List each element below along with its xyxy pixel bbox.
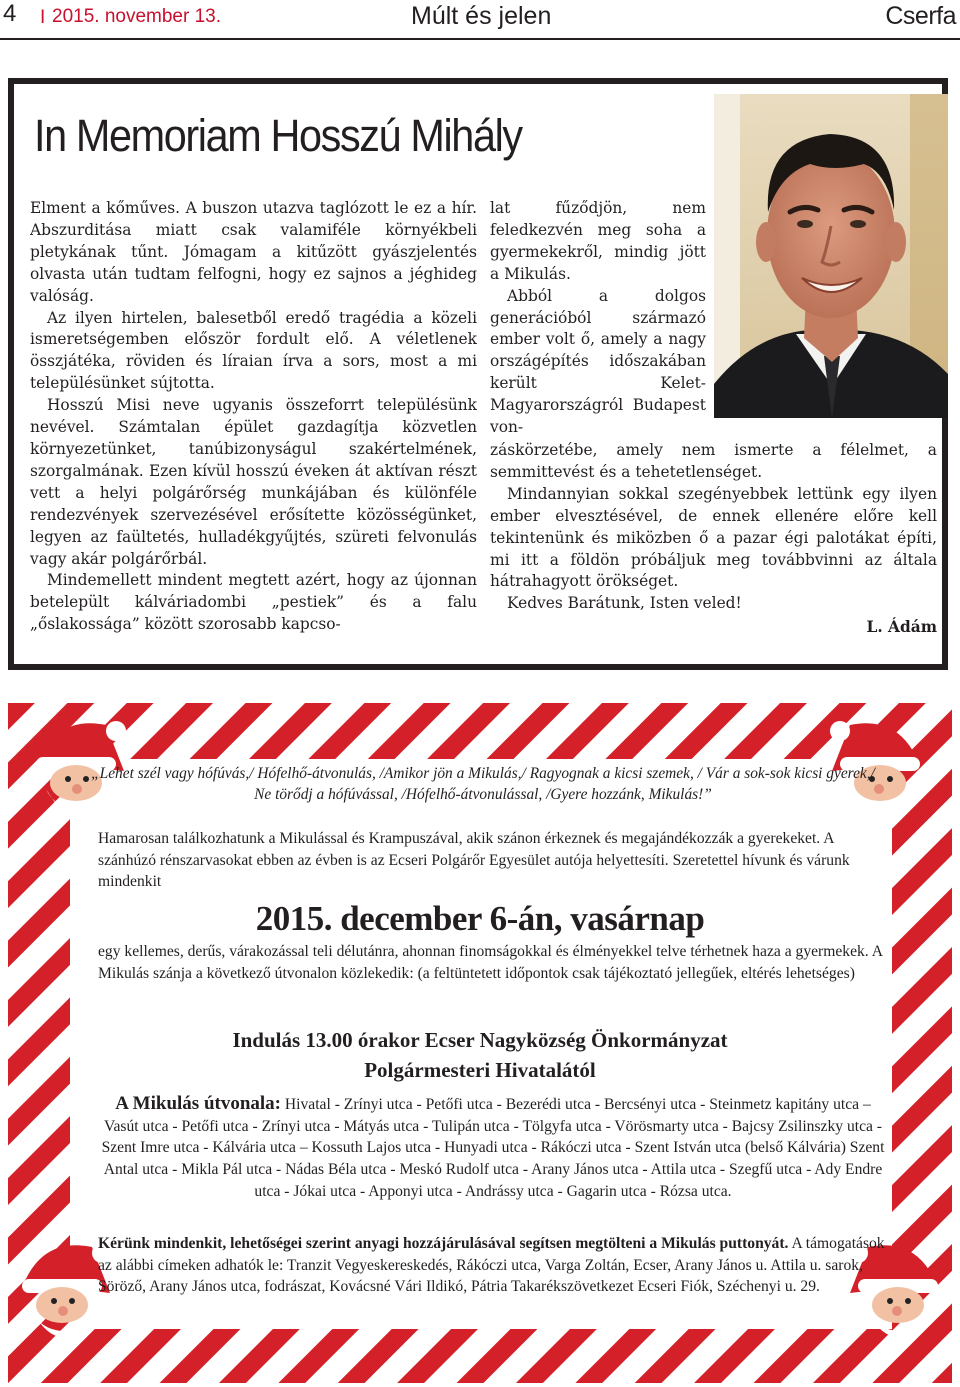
event-date: 2015. december 6-án, vasárnap: [255, 899, 705, 938]
start-line: Polgármesteri Hivatalától: [364, 1058, 596, 1082]
donation-locations: A támogatások az alábbi címeken adhatók le: Tranzit Vegyeskereskedés, Rákóczi utca, Varga Zoltán, Ecser, Arany János u. Attila u. sarok, Söröző, Arany János utca, fodrászat, Kovácsné Vári Ildikó, Pátria Takarékszövetkezet Ecseri Fiók, Széchenyi u. 29.: [98, 1235, 885, 1296]
article-paragraph: Hosszú Misi neve ugyanis összeforrt településünk nevével. Számtalan épület gazdagítja közvetlen környezetünket, tanúbizonyságul szakértelmének, szorgalmának. Ezen kívül hosszú éveken át aktívan részt vett a helyi polgárőrség munkájában és különféle rendezvények szervezésével erősítette közösségünket, legyen az faültetés, hulladékgyűjtés, szüreti felvonulás vagy akár polgárőrbál.: [30, 396, 477, 568]
section-title: Múlt és jelen: [411, 2, 552, 30]
article-column-right-top: [490, 198, 706, 439]
donation-request: Kérünk mindenkit, lehetőségei szerint anyagi hozzájárulásával segítsen megtölteni a Mikulás puttonyát.: [98, 1235, 789, 1252]
start-info: [8, 1025, 952, 1085]
article-title: In Memoriam Hosszú Mihály: [34, 110, 522, 161]
route-text: Hivatal - Zrínyi utca - Petőfi utca - Bezerédi utca - Bercsényi utca - Steinmetz kapitány utca –Vasút utca - Petőfi utca - Zrínyi utca - Mátyás utca - Tulipán utca - Tölgyfa utca - Vörösmarty utca - Bajcsy Zsilinszky utca - Szent Imre utca - Kálvária utca – Kossuth Lajos utca - Hunyadi utca - Rákóczi utca - Szent István utca (belső Kálvária) Szent Antal utca - Mikla Pál utca - Nádas Béla utca - Meskó Rudolf utca - Arany János utca - Attila utca - Szegfű utca - Ady Endre utca - Jókai utca - Apponyi utca - Andrássy utca - Gagarin utca - Rózsa utca.: [101, 1096, 885, 1200]
portrait-illustration: [714, 94, 948, 418]
details-paragraph: egy kellemes, derűs, várakozással teli délutánra, ahonnan finomságokkal és élményekkel telve térhetnek haza a gyermekek. A Mikulás szánja a következő útvonalon közlekedik: (a feltüntetett időpontok csak tájékoztató jellegűek, eltérés lehetséges): [98, 943, 883, 982]
memorial-article: [8, 78, 948, 670]
intro-paragraph: Hamarosan találkozhatunk a Mikulással és Krampuszával, akik szánon érkeznek és megajándékozzák a gyerekeket. A szánhúzó rénszarvasokat ebben az évben is az Ecseri Polgárőr Egyesület autója helyettesíti. Szeretettel hívunk és várunk mindenkit: [98, 830, 850, 890]
portrait-photo: [714, 94, 948, 418]
issue-date: 2015. november 13.: [52, 6, 222, 27]
mikulas-announcement: [8, 703, 952, 1383]
article-paragraph: Mindannyian sokkal szegényebbek lettünk egy ilyen ember elvesztésével, de ennek ellenére előre kell tekintenünk és miközben ő a pazar égi palotákat építi, mi itt a földön próbáljuk meg továbbvinni az általa hátrahagyott örökséget.: [490, 484, 937, 591]
article-paragraph: Abból a dolgos generációból származó ember volt ő, amely a nagy országépítés időszakában került Kelet-Magyarországról Budapest von-: [490, 286, 706, 437]
article-column-right-bottom: [490, 440, 937, 639]
page-number: 4: [3, 0, 17, 27]
mikulas-poem: „Lehet szél vagy hófúvás,/ Hófelhő-átvonulás, /Amikor jön a Mikulás,/ Ragyognak a kicsi szemek, / Vár a sok-sok kicsi gyerek,/ Ne törődj a hófúvással, /Hófelhő-átvonulással, /Gyere hozzánk, Mikulás!”: [91, 765, 875, 803]
page-header: [0, 0, 960, 36]
header-rule: [0, 38, 960, 40]
article-signature: L. Ádám: [866, 618, 937, 637]
article-paragraph: Mindemellett mindent megtett azért, hogy az újonnan betelepült kálváriadombi „pestiek” és a falu „őslakossága” között szorosabb kapcso-: [30, 571, 477, 634]
start-line: Indulás 13.00 órakor Ecser Nagyközség Önkormányzat: [232, 1028, 728, 1052]
article-paragraph: Elment a kőműves. A buszon utazva taglózott le ez a hír. Abszurditása miatt csak valamiféle környékbeli pletykának tűnt. Jómagam a kitűzött gyászjelentés olvasta után tudtam felfogni, hogy ez sajnos a jéghideg valóság.: [30, 199, 477, 305]
header-separator: I: [40, 7, 46, 28]
article-paragraph: záskörzetébe, amely nem ismerte a félelmet, a semmittevést és a tehetetlenséget.: [490, 441, 937, 481]
article-column-left: [30, 198, 477, 636]
donation-paragraph: [98, 1233, 888, 1298]
article-paragraph: lat fűződjön, nem feledkezvén meg soha a gyermekekről, mindig jött a Mikulás.: [490, 199, 706, 283]
publication-name: Cserfa: [885, 2, 956, 30]
article-paragraph: Kedves Barátunk, Isten veled!: [507, 594, 742, 613]
route-paragraph: [98, 1093, 888, 1203]
route-label: A Mikulás útvonala:: [115, 1093, 282, 1114]
article-paragraph: Az ilyen hirtelen, balesetből eredő tragédia a közeli ismeretségemben először fordult elő. A véletlenek összjátéka, röviden és líraian írva a sors, most a mi településünket sújtotta.: [30, 308, 477, 393]
